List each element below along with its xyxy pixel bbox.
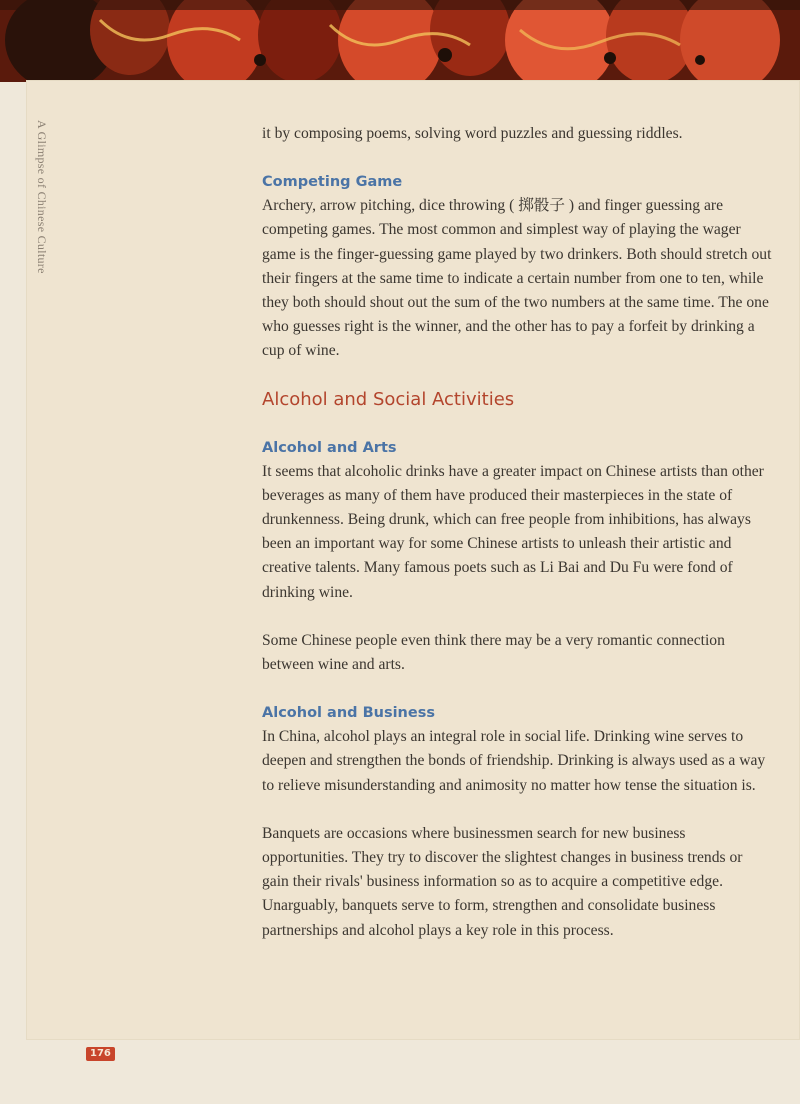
alcohol-business-paragraph-2: Banquets are occasions where businessmen search for new business opportunities. They try to discover the slightest changes in business trends or gain their rivals' business information so as to acquire a competitive edge. Unarguably, banquets serve to form, strengthen and consolidate business partnerships and alcohol plays a key role in this process. [262, 824, 743, 939]
alcohol-business-heading: Alcohol and Business [262, 705, 435, 722]
page-number: 176 [86, 1047, 115, 1061]
alcohol-business-paragraph-1: In China, alcohol plays an integral role in social life. Drinking wine serves to deepen and strengthen the bonds of friendship. Drinking is always used as a way to relieve misunderstanding and animosity no matter how tense the situation is. [262, 728, 766, 794]
header-banner-image [0, 0, 800, 82]
alcohol-arts-paragraph-2: Some Chinese people even think there may be a very romantic connection between wine and arts. [262, 631, 725, 674]
intro-line: it by composing poems, solving word puzzles and guessing riddles. [262, 125, 683, 142]
alcohol-arts-paragraph-1: It seems that alcoholic drinks have a greater impact on Chinese artists than other beverages as many of them have produced their masterpieces in the state of drunkenness. Being drunk, which can free people from inhibitions, has always been an important way for some Chinese artists to unleash their artistic and creative talents. Many famous poets such as Li Bai and Du Fu were fond of drinking wine. [262, 462, 764, 601]
competing-game-heading: Competing Game [262, 174, 403, 191]
page-content [262, 122, 772, 943]
lantern-banner-illustration [0, 0, 800, 82]
competing-game-body: Archery, arrow pitching, dice throwing ( 掷骰子 ) and finger guessing are competing games. The most common and simplest way of playing the wager game is the finger-guessing game played by two drinkers. Both should stretch out their fingers at the same time to indicate a certain number from one to ten, while they both should shout out the sum of the two numbers at the same time. The one who guesses right is the winner, and the other has to pay a forfeit by drinking a cup of wine. [262, 197, 772, 360]
social-activities-heading: Alcohol and Social Activities [262, 388, 515, 410]
alcohol-arts-heading: Alcohol and Arts [262, 439, 397, 456]
running-side-title: A Glimpse of Chinese Culture [35, 120, 49, 274]
